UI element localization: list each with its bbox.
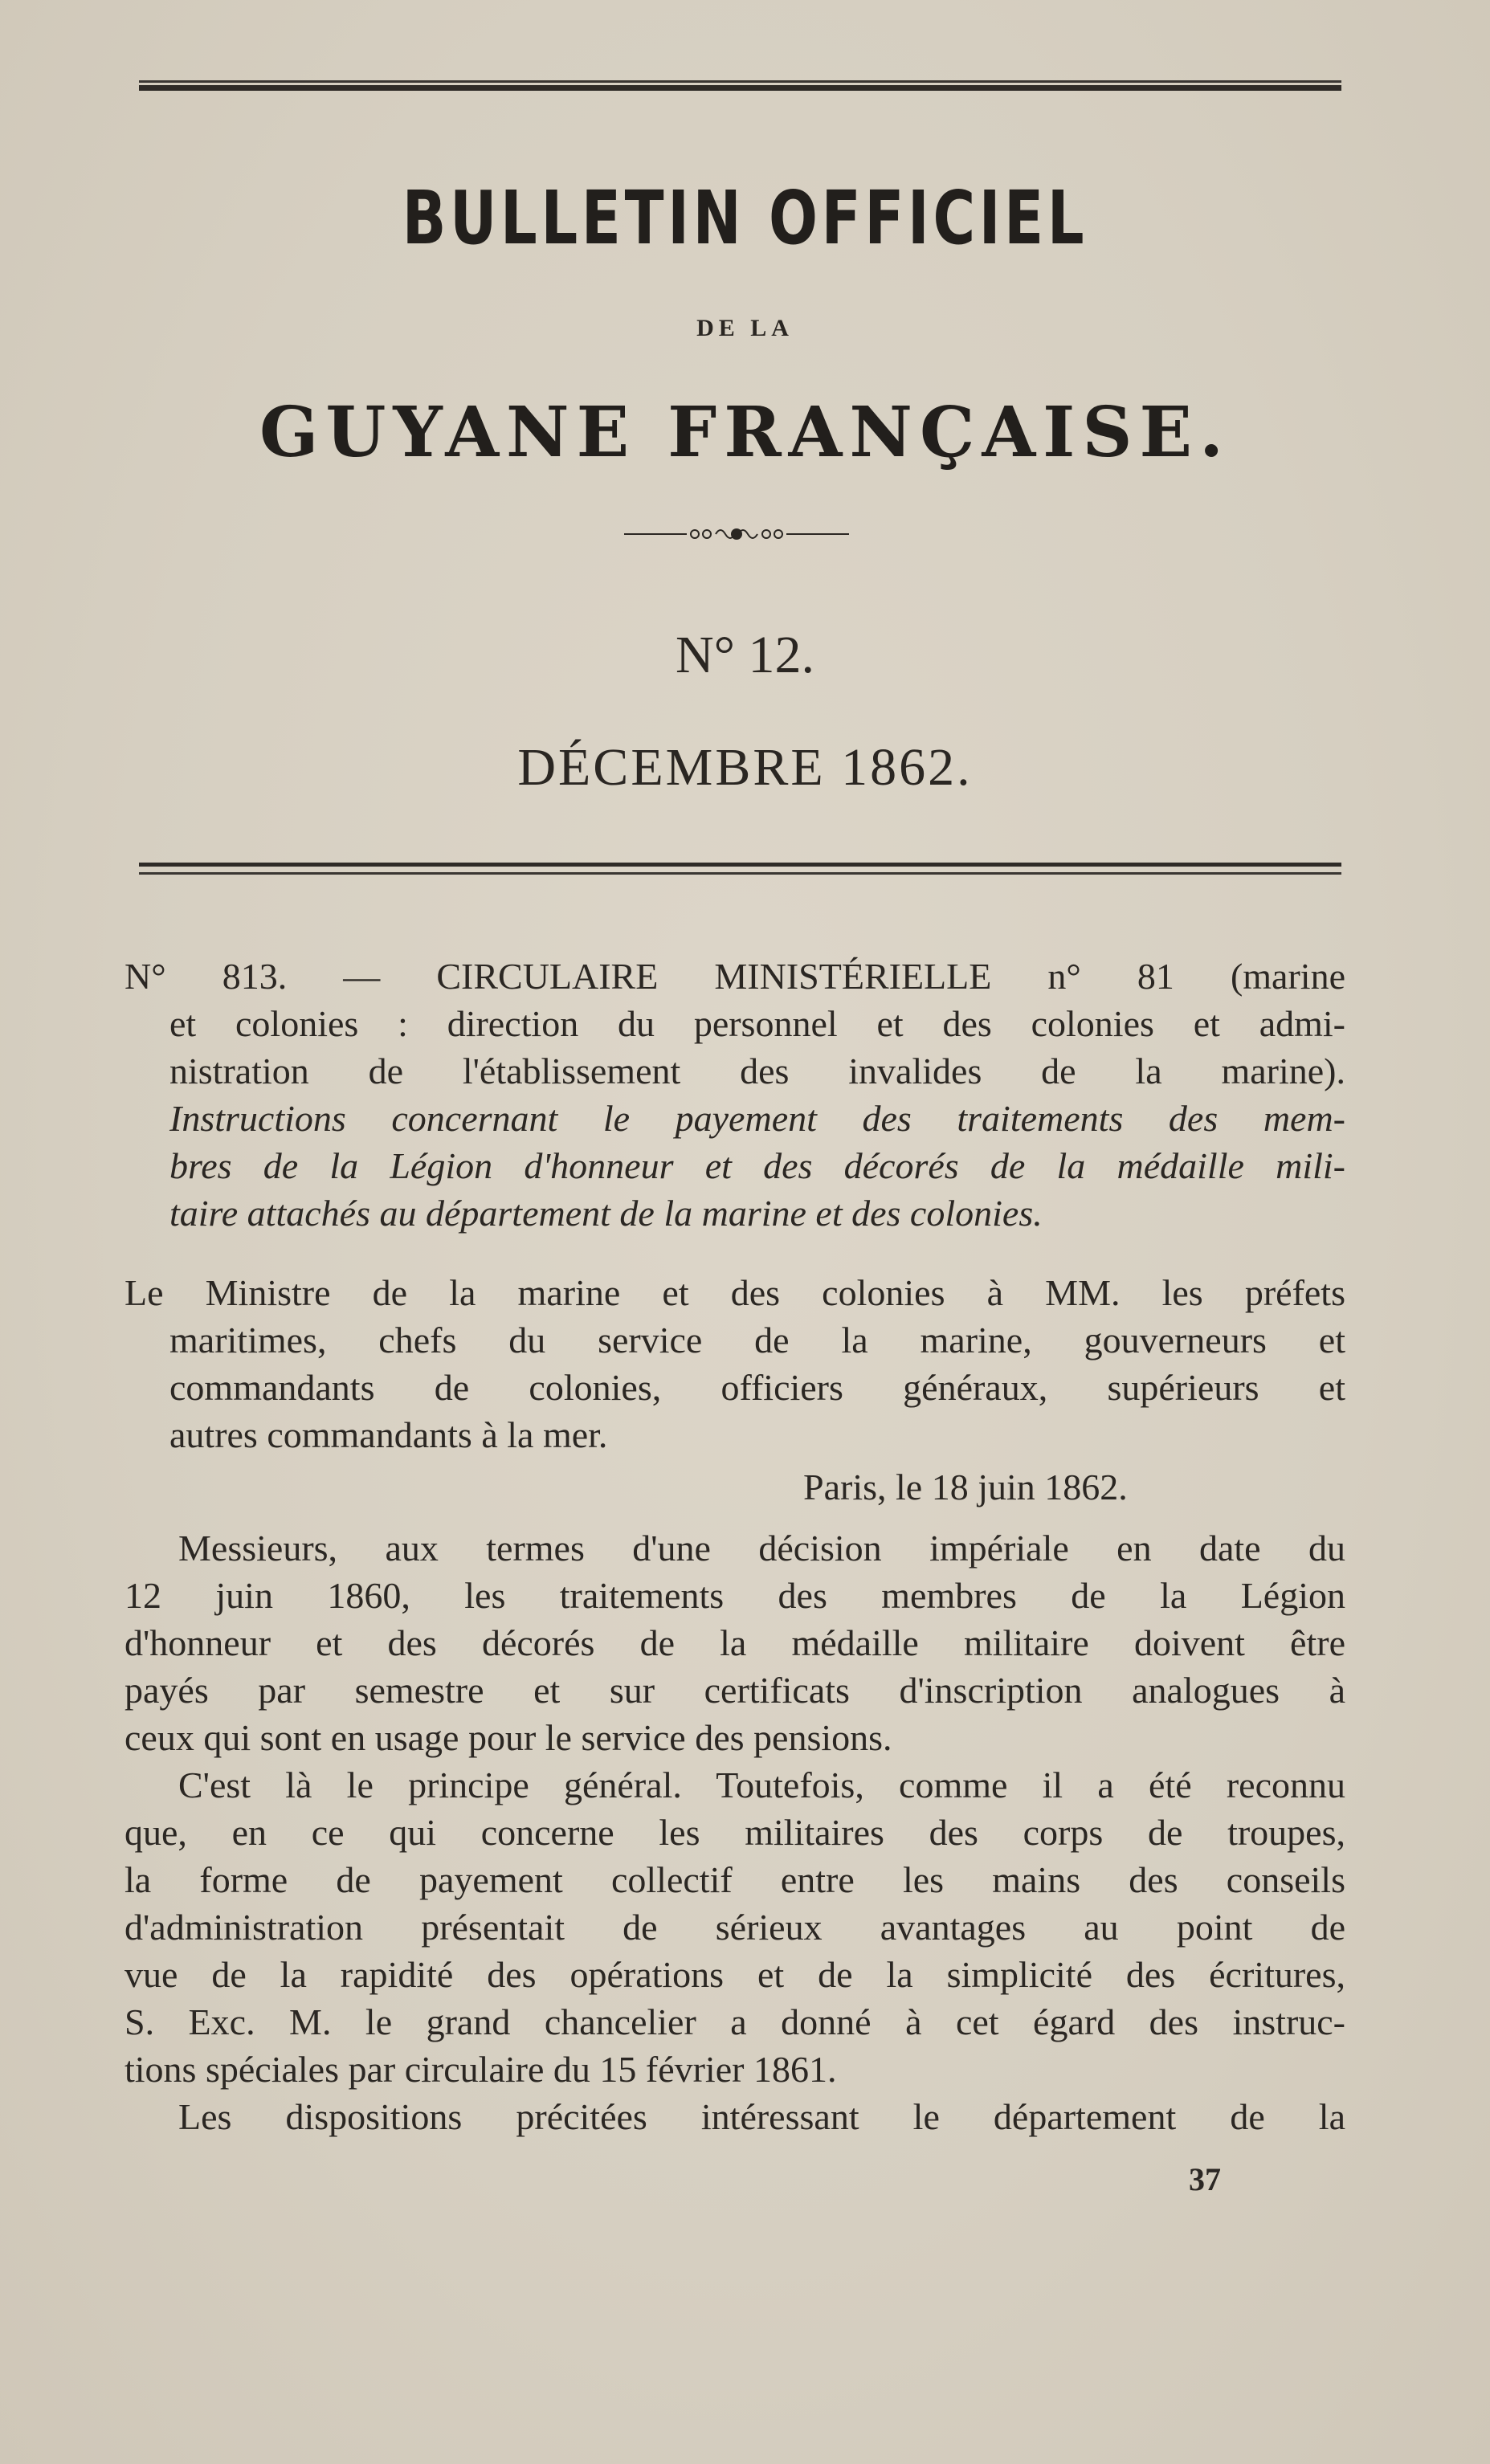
addressee-line: commandants de colonies, officiers généraux, supérieurs et [169, 1367, 1345, 1408]
bulletin-title: BULLETIN OFFICIEL [402, 175, 1088, 261]
heading-line: Instructions concernant le payement des traitements des mem- [169, 1098, 1345, 1139]
addressee-line: Le Ministre de la marine et des colonies à MM. les préfets [125, 1272, 1345, 1313]
body-line: ceux qui sont en usage pour le service des pensions. [125, 1717, 892, 1758]
body-line: que, en ce qui concerne les militaires des corps de troupes, [125, 1812, 1345, 1853]
body-line: Messieurs, aux termes d'une décision impériale en date du [178, 1528, 1345, 1569]
heading-line: bres de la Légion d'honneur et des décorés de la médaille mili- [169, 1145, 1345, 1186]
body-line: vue de la rapidité des opérations et de la simplicité des écritures, [125, 1954, 1345, 1995]
heading-line: et colonies : direction du personnel et des colonies et admi- [169, 1003, 1345, 1044]
circular-body [125, 1524, 1345, 2140]
ornament-divider-icon [624, 522, 849, 546]
page-number: 37 [1189, 2161, 1221, 2197]
addressee-line: maritimes, chefs du service de la marine, gouverneurs et [169, 1320, 1345, 1361]
issue-date: DÉCEMBRE 1862. [517, 738, 973, 797]
body-line: d'honneur et des décorés de la médaille militaire doivent être [125, 1622, 1345, 1663]
section-double-rule [139, 863, 1341, 879]
body-line: C'est là le principe général. Toutefois, comme il a été reconnu [178, 1764, 1345, 1805]
dateline: Paris, le 18 juin 1862. [803, 1467, 1128, 1507]
body-line: d'administration présentait de sérieux avantages au point de [125, 1907, 1345, 1948]
heading-line: nistration de l'établissement des invalides de la marine). [169, 1050, 1345, 1091]
body-line: payés par semestre et sur certificats d'inscription analogues à [125, 1670, 1345, 1711]
issue-number: N° 12. [675, 626, 815, 684]
top-double-rule [139, 80, 1341, 92]
body-line: 12 juin 1860, les traitements des membres de la Légion [125, 1575, 1345, 1616]
body-line: tions spéciales par circulaire du 15 février 1861. [125, 2049, 837, 2090]
territory-title: GUYANE FRANÇAISE. [259, 392, 1231, 473]
title-connector: DE LA [696, 315, 794, 341]
heading-line: N° 813. — CIRCULAIRE MINISTÉRIELLE n° 81 (marine [125, 956, 1345, 997]
body-line: la forme de payement collectif entre les mains des conseils [125, 1859, 1345, 1900]
body-line: Les dispositions précitées intéressant le département de la [178, 2096, 1345, 2137]
addressee-line: autres commandants à la mer. [169, 1414, 608, 1455]
heading-line: taire attachés au département de la marine et des colonies. [169, 1193, 1043, 1234]
addressee-block [125, 1269, 1345, 1458]
circular-heading [125, 953, 1345, 1237]
body-line: S. Exc. M. le grand chancelier a donné à cet égard des instruc- [125, 2001, 1345, 2042]
